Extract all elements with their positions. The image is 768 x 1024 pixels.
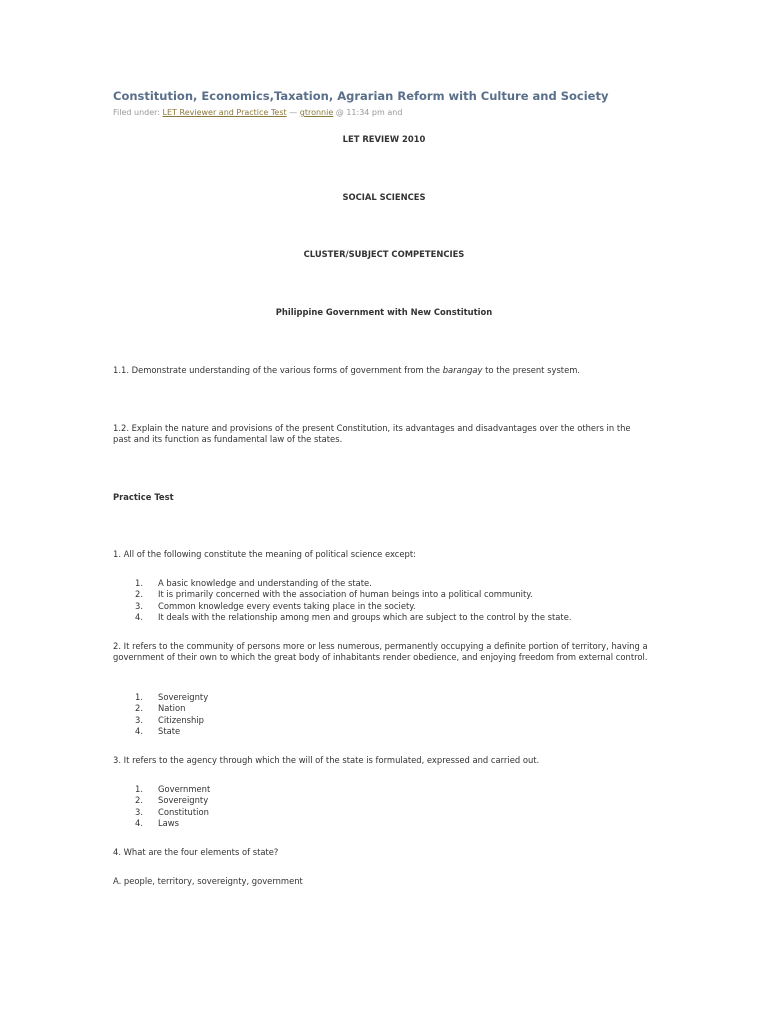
option-item: 4. It deals with the relationship among men and groups which are subject to the control by the state.	[135, 611, 572, 622]
competency-1-1-text-b: to the present system.	[482, 365, 581, 375]
heading-topic: Philippine Government with New Constitution	[275, 307, 493, 317]
option-item: 4. State	[135, 725, 181, 736]
option-item: 1. A basic knowledge and understanding of the state.	[135, 578, 372, 588]
post-title: Constitution, Economics,Taxation, Agrarian Reform with Culture and Society	[113, 89, 609, 103]
question-3: 3. It refers to the agency through which the will of the state is formulated, expressed and carried out.	[113, 755, 540, 765]
option-item: 1. Sovereignty	[135, 692, 209, 702]
post-time: @ 11:34 pm and	[333, 108, 403, 117]
question-3-options	[113, 784, 210, 829]
competency-1-1-italic: barangay	[442, 365, 483, 375]
option-item: 2. Nation	[135, 703, 186, 714]
author-link[interactable]: gtronnie	[299, 108, 334, 117]
competency-1-2: 1.2. Explain the nature and provisions of the present Constitution, its advantages and disadvantages over the others in the past and its function as fundamental law of the states.	[113, 423, 631, 444]
heading-social-sciences: SOCIAL SCIENCES	[342, 192, 426, 202]
option-item: 1. Government	[135, 784, 211, 794]
option-item: 3. Constitution	[135, 806, 209, 817]
heading-let-review: LET REVIEW 2010	[342, 134, 426, 144]
option-item: 3. Common knowledge every events taking place in the society.	[135, 600, 416, 611]
competency-1-1-text-a: 1.1. Demonstrate understanding of the various forms of government from the	[113, 365, 443, 375]
filed-under-label: Filed under:	[113, 108, 163, 117]
question-2: 2. It refers to the community of persons more or less numerous, permanently occupying a definite portion of territory, having a government of their own to which the great body of inhabitants render obedience, and enjoying freedom from external control.	[113, 641, 648, 662]
post-meta	[113, 108, 402, 117]
option-item: 2. It is primarily concerned with the association of human beings into a political community.	[135, 589, 533, 600]
question-4-answer: A. people, territory, sovereignty, government	[113, 876, 303, 886]
question-4: 4. What are the four elements of state?	[113, 847, 279, 857]
question-2-options	[113, 692, 208, 737]
practice-test-heading: Practice Test	[113, 492, 174, 502]
option-item: 4. Laws	[135, 817, 180, 828]
competency-1-1	[113, 365, 649, 376]
question-1: 1. All of the following constitute the meaning of political science except:	[113, 549, 416, 559]
question-1-options	[113, 578, 572, 623]
heading-cluster-competencies: CLUSTER/SUBJECT COMPETENCIES	[303, 249, 465, 259]
meta-dash: —	[286, 108, 300, 117]
option-item: 3. Citizenship	[135, 714, 204, 725]
category-link[interactable]: LET Reviewer and Practice Test	[162, 108, 287, 117]
option-item: 2. Sovereignty	[135, 795, 209, 806]
